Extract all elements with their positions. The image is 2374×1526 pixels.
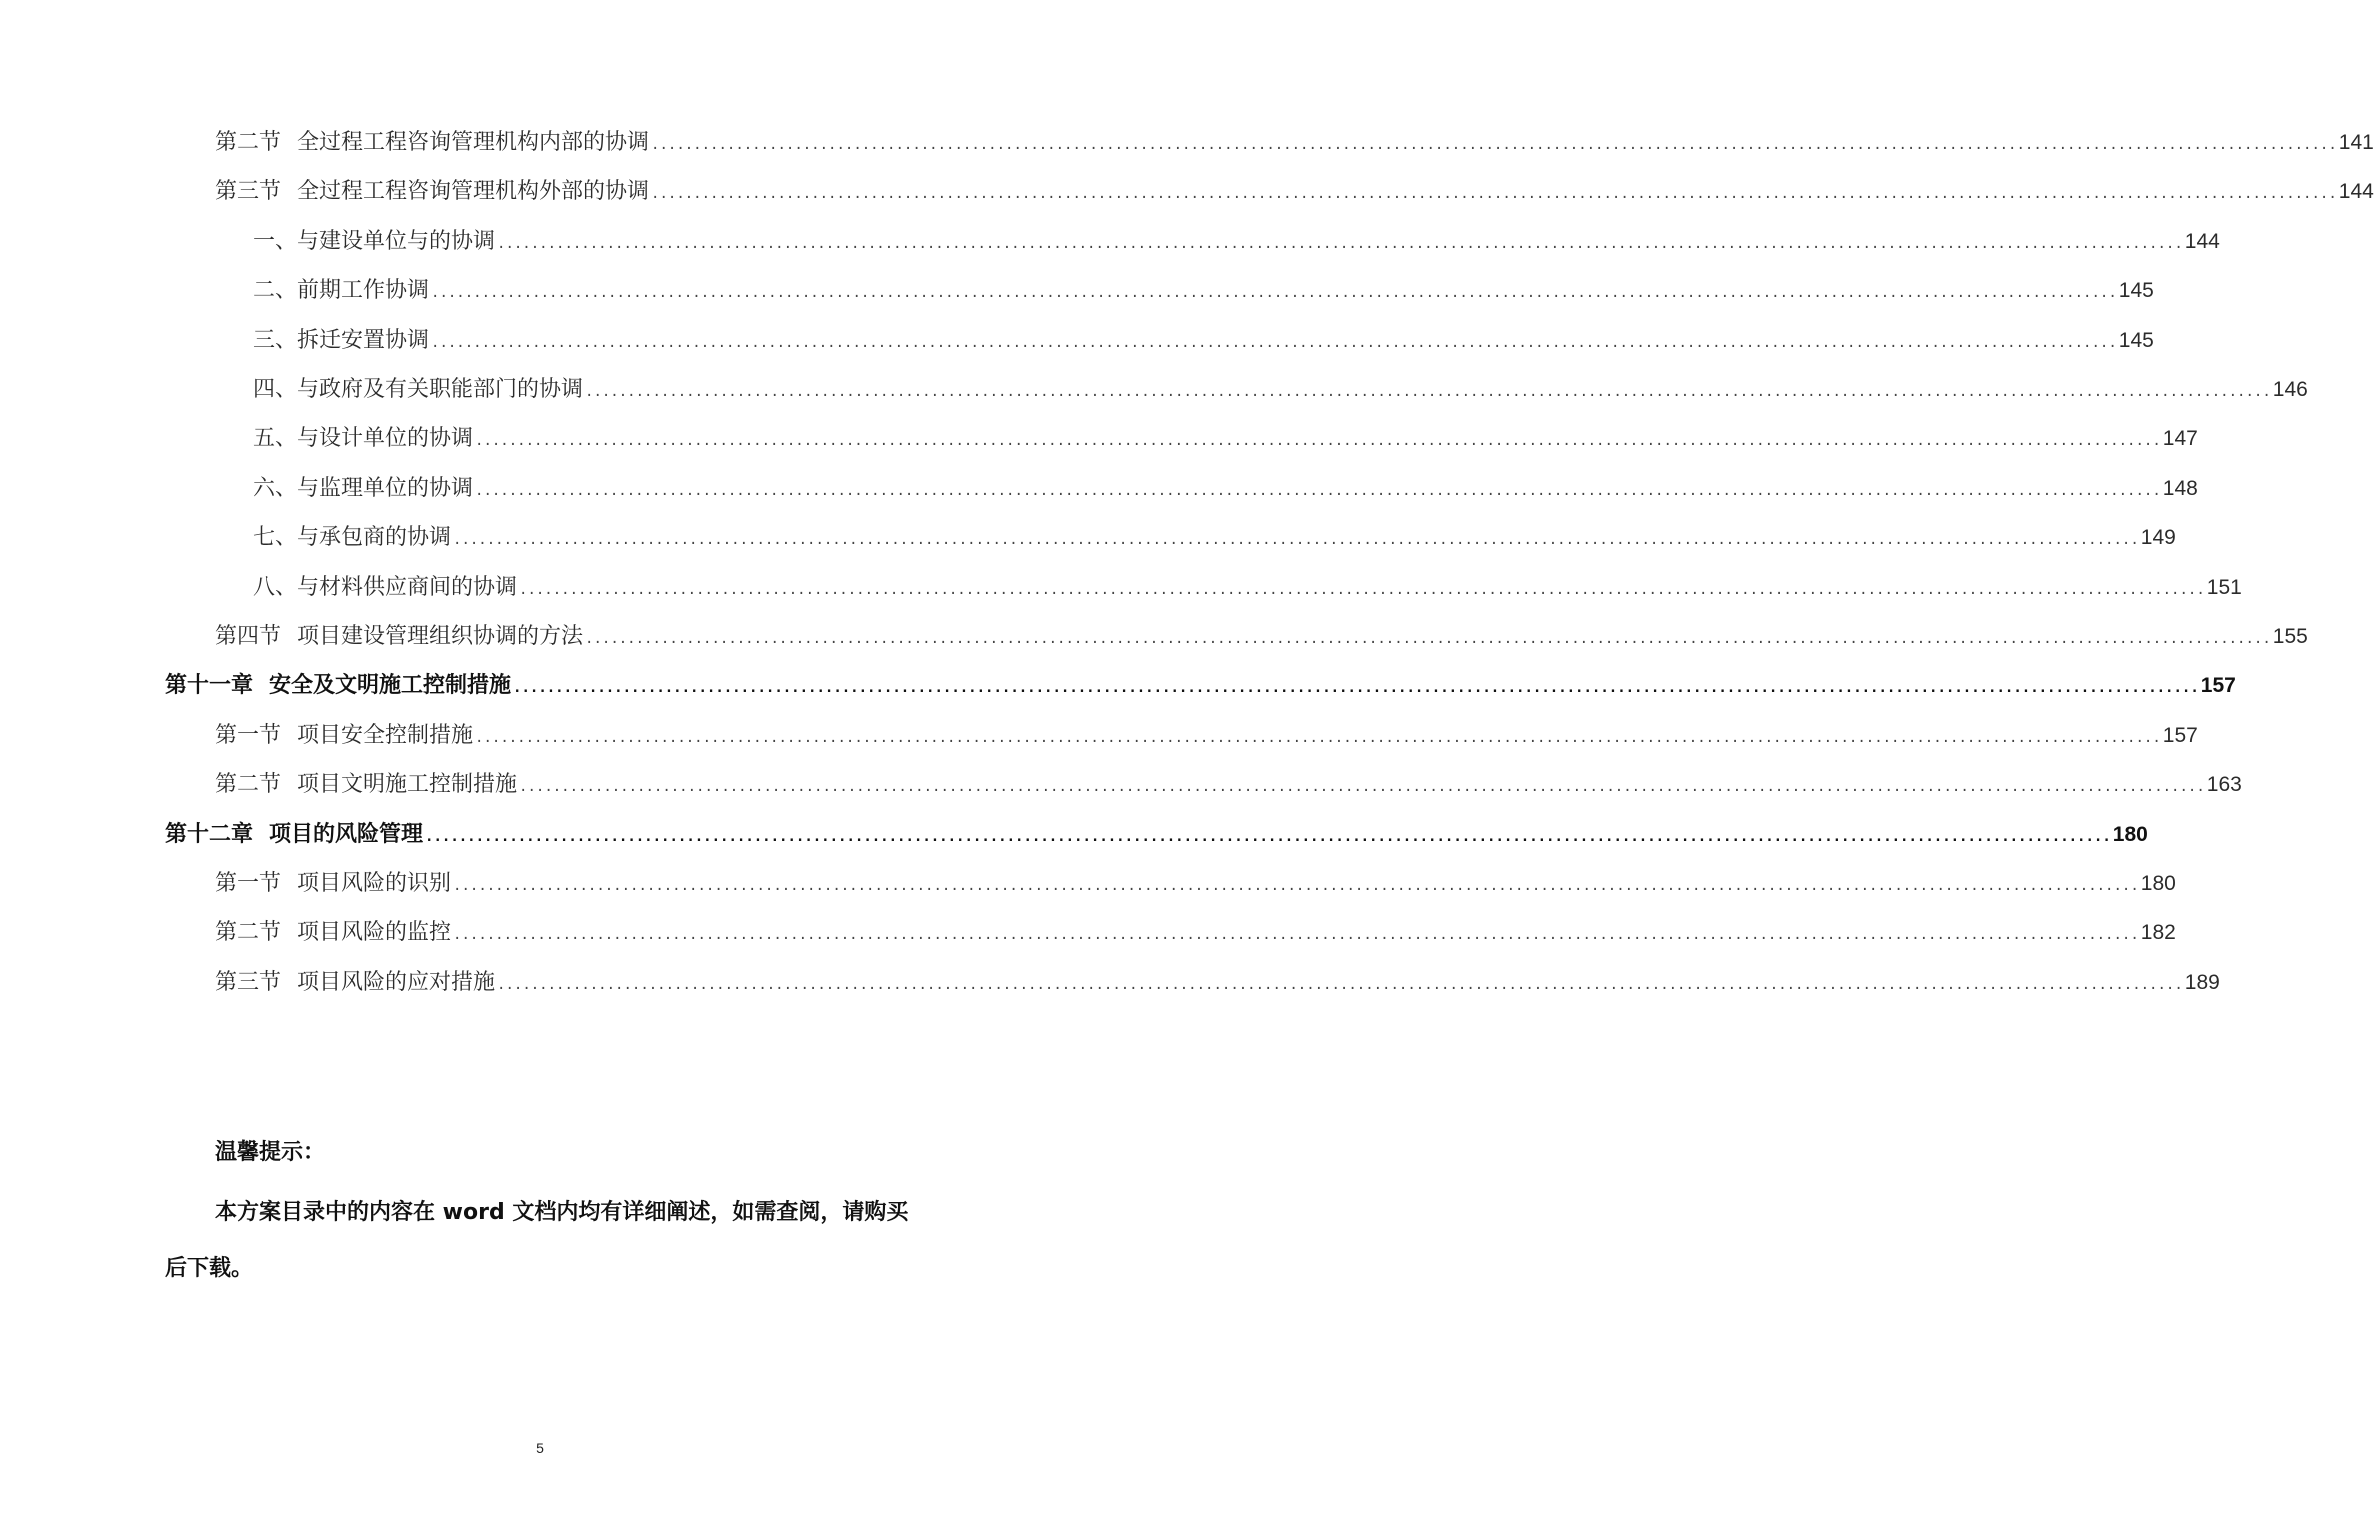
toc-section-entry[interactable] <box>215 963 2220 1003</box>
toc-subsection-entry[interactable] <box>253 419 2198 459</box>
toc-entry-title: 项目风险的监控 <box>297 920 452 946</box>
toc-entry-number: 第十二章 <box>165 821 254 847</box>
toc-dot-leader: ........................................................................................................................................................................................................ <box>651 186 2337 203</box>
toc-entry-title: 七、与承包商的协调 <box>253 525 452 551</box>
toc-entry-title: 项目文明施工控制措施 <box>297 772 518 798</box>
toc-entry-page: 145 <box>2118 279 2154 303</box>
toc-entry-page: 155 <box>2272 625 2308 648</box>
toc-entry-number: 第一节 <box>215 722 282 748</box>
toc-entry-title: 一、与建设单位与的协调 <box>253 228 496 254</box>
toc-dot-leader: ........................................................................................................................................................................................................ <box>431 334 2117 351</box>
toc-entry-page: 144 <box>2338 180 2374 204</box>
toc-dot-leader: ........................................................................................................................................................................................................ <box>453 532 2139 549</box>
toc-entry-page: 157 <box>2200 674 2236 698</box>
toc-entry-title: 五、与设计单位的协调 <box>253 426 474 452</box>
toc-entry-title: 项目安全控制措施 <box>297 722 474 748</box>
toc-dot-leader: ........................................................................................................................................................................................................ <box>475 729 2161 746</box>
toc-section-entry[interactable] <box>215 123 2374 163</box>
toc-dot-leader: ........................................................................................................................................................................................................ <box>519 581 2205 598</box>
toc-entry-title: 二、前期工作协调 <box>253 278 430 304</box>
toc-subsection-entry[interactable] <box>253 222 2220 262</box>
toc-dot-leader: ........................................................................................................................................................................................................ <box>453 878 2139 894</box>
toc-subsection-entry[interactable] <box>253 518 2176 558</box>
toc-entry-title: 全过程工程咨询管理机构外部的协调 <box>297 179 650 205</box>
toc-entry-number: 第十一章 <box>165 673 254 699</box>
note-body: 本方案目录中的内容在 word 文档内均有详细阐述，如需查阅，请购买后下载。 <box>165 1200 909 1281</box>
toc-entry-number: 第一节 <box>215 871 282 896</box>
toc-dot-leader: ........................................................................................................................................................................................................ <box>497 976 2183 993</box>
toc-dot-leader: ........................................................................................................................................................................................................ <box>585 631 2271 647</box>
toc-entry-page: 145 <box>2118 328 2154 352</box>
toc-entry-page: 180 <box>2140 872 2176 895</box>
page-number: 5 <box>536 1440 544 1456</box>
toc-entry-page: 146 <box>2272 378 2308 401</box>
toc-dot-leader: ........................................................................................................................................................................................................ <box>453 927 2139 944</box>
toc-entry-number: 第二节 <box>215 920 282 946</box>
toc-dot-leader: ........................................................................................................................................................................................................ <box>475 482 2161 499</box>
toc-subsection-entry[interactable] <box>253 469 2198 509</box>
toc-dot-leader: ........................................................................................................................................................................................................ <box>497 235 2183 252</box>
toc-section-entry[interactable] <box>215 913 2176 953</box>
toc-section-entry[interactable] <box>215 617 2308 657</box>
toc-entry-title: 六、与监理单位的协调 <box>253 475 474 501</box>
toc-entry-number: 第三节 <box>215 179 282 205</box>
toc-entry-page: 182 <box>2140 921 2176 945</box>
toc-entry-title: 三、拆迁安置协调 <box>253 327 430 353</box>
toc-entry-number: 第二节 <box>215 130 282 155</box>
toc-entry-number: 第四节 <box>215 624 282 649</box>
toc-section-entry[interactable] <box>215 716 2198 756</box>
toc-entry-title: 项目风险的识别 <box>297 871 452 896</box>
toc-subsection-entry[interactable] <box>253 568 2242 608</box>
toc-entry-page: 147 <box>2162 427 2198 451</box>
toc-entry-number: 第二节 <box>215 772 282 798</box>
toc-entry-title: 四、与政府及有关职能部门的协调 <box>253 377 584 402</box>
toc-entry-page: 163 <box>2206 773 2242 797</box>
toc-section-entry[interactable] <box>215 765 2242 805</box>
toc-section-entry[interactable] <box>215 172 2374 212</box>
toc-entry-title: 安全及文明施工控制措施 <box>269 673 512 699</box>
toc-entry-title: 八、与材料供应商间的协调 <box>253 574 518 600</box>
toc-chapter-entry[interactable] <box>165 666 2236 706</box>
toc-entry-page: 180 <box>2112 822 2148 846</box>
toc-dot-leader: ........................................................................................................................................................................................................ <box>425 828 2111 845</box>
toc-dot-leader: ........................................................................................................................................................................................................ <box>513 680 2199 697</box>
toc-entry-title: 项目的风险管理 <box>269 821 424 847</box>
toc-subsection-entry[interactable] <box>253 271 2154 311</box>
toc-entry-page: 144 <box>2184 229 2220 253</box>
toc-entry-page: 157 <box>2162 723 2198 747</box>
toc-dot-leader: ........................................................................................................................................................................................................ <box>431 285 2117 302</box>
toc-section-entry[interactable] <box>215 864 2176 904</box>
toc-subsection-entry[interactable] <box>253 321 2154 361</box>
toc-entry-page: 141 <box>2338 131 2374 154</box>
note-title: 温馨提示： <box>215 1140 326 1165</box>
toc-entry-title: 项目风险的应对措施 <box>297 969 496 995</box>
toc-dot-leader: ........................................................................................................................................................................................................ <box>475 433 2161 450</box>
toc-dot-leader: ........................................................................................................................................................................................................ <box>585 384 2271 400</box>
toc-dot-leader: ........................................................................................................................................................................................................ <box>651 137 2337 153</box>
toc-subsection-entry[interactable] <box>253 370 2308 410</box>
toc-entry-page: 151 <box>2206 575 2242 599</box>
toc-dot-leader: ........................................................................................................................................................................................................ <box>519 779 2205 796</box>
toc-entry-page: 149 <box>2140 526 2176 550</box>
toc-entry-title: 项目建设管理组织协调的方法 <box>297 624 584 649</box>
toc-entry-number: 第三节 <box>215 969 282 995</box>
toc-chapter-entry[interactable] <box>165 815 2148 855</box>
toc-entry-page: 189 <box>2184 970 2220 994</box>
toc-entry-title: 全过程工程咨询管理机构内部的协调 <box>297 130 650 155</box>
toc-entry-page: 148 <box>2162 476 2198 500</box>
